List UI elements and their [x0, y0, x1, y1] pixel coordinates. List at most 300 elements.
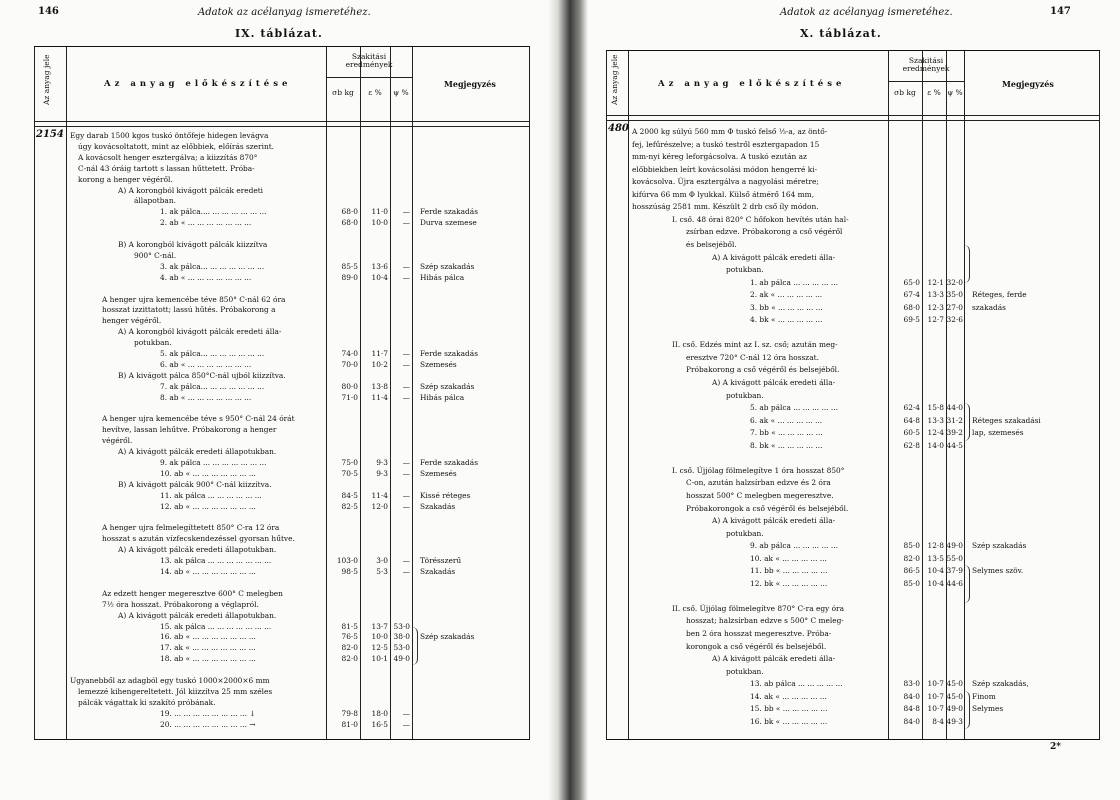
- table-row: [606, 616, 1100, 626]
- table-row: [606, 365, 1100, 375]
- table-row: [606, 478, 1100, 488]
- table-row: [606, 353, 1100, 363]
- header-jele: Az anyag jele: [610, 54, 619, 105]
- psi-value: —: [402, 207, 410, 217]
- table-row: [606, 315, 1100, 325]
- table-row: [34, 534, 530, 544]
- sigma-value: 65·0: [903, 277, 920, 287]
- row-text: 1. ab pálca ... ... ... ... ...: [750, 277, 838, 287]
- remark-text: Réteges szakadási: [972, 415, 1041, 425]
- page-number: 147: [1050, 6, 1071, 17]
- epsilon-value: 10·0: [371, 632, 388, 642]
- epsilon-value: 12·3: [927, 302, 944, 312]
- row-text: 15. ak pálca ... ... ... ... ... ... ...: [160, 621, 272, 631]
- brace: [964, 565, 970, 603]
- table-row: [34, 720, 530, 730]
- table-row: [34, 349, 530, 359]
- sigma-value: 69·5: [903, 315, 920, 325]
- brace: [964, 691, 970, 729]
- row-text: A kovácsolt henger esztergálva; a kiizzítás 870°: [78, 152, 258, 162]
- row-text: 3. bb « ... ... ... ... ...: [750, 302, 823, 312]
- row-text: A 2000 kg súlyú 560 mm Φ tuskó felső ⅓-a, az öntő-: [632, 127, 828, 136]
- table-row: [606, 253, 1100, 263]
- row-text: 13. ak pálca ... ... ... ... ... ... ...: [160, 556, 272, 566]
- row-text: 13. ab pálca ... ... ... ... ...: [750, 679, 843, 689]
- table-row: [34, 360, 530, 370]
- epsilon-value: 9·3: [376, 468, 388, 478]
- table-row: [34, 393, 530, 403]
- table-row: [34, 295, 530, 305]
- psi-value: 49·0: [393, 654, 410, 664]
- row-text: eresztve 720° C-nál 12 óra hosszat.: [686, 352, 819, 362]
- sigma-value: 82·0: [341, 654, 358, 664]
- row-text: korongok a cső végéről és belsejéből.: [686, 641, 827, 651]
- row-text: II. cső. Újjólag fölmelegítve 870° C-ra egy óra: [672, 603, 844, 613]
- row-text: A) A kivágott pálcák eredeti álla-: [712, 516, 836, 526]
- row-text: úgy kovácsoltatott, mint az előbbiek, előírás szerint.: [78, 141, 275, 151]
- row-text: A henger ujra kemencébe téve s 950° C-nál 24 órát: [102, 414, 295, 424]
- header-epsilon: ε %: [927, 88, 941, 97]
- row-text: potukban.: [726, 528, 764, 538]
- epsilon-value: 13·8: [371, 381, 388, 391]
- epsilon-value: 9·3: [376, 458, 388, 467]
- row-text: 7. ak pálca... ... ... ... ... ... ...: [160, 381, 265, 391]
- table-row: [34, 251, 530, 261]
- row-text: B) A kivágott pálcák 900° C-nál kiizzítva.: [118, 479, 272, 489]
- row-text: A) A korongból kivágott pálcák eredeti álla-: [118, 327, 282, 337]
- table-row: [606, 453, 1100, 463]
- row-text: végéről.: [102, 436, 133, 446]
- remark-text: Szemesés: [420, 359, 457, 369]
- row-text: A) A korongból kivágott pálcák eredeti: [118, 185, 264, 195]
- row-text: henger végéről.: [102, 316, 162, 326]
- table-row: [34, 338, 530, 348]
- row-text: hosszat s azután vízfecskendezéssel gyorsan hűtve.: [102, 534, 295, 544]
- table-row: [34, 273, 530, 283]
- psi-value: 49·0: [946, 704, 963, 714]
- table-row: [606, 265, 1100, 275]
- row-text: A) A kivágott pálcák eredeti álla-: [712, 378, 836, 387]
- epsilon-value: 16·5: [371, 719, 388, 729]
- table-row: [606, 391, 1100, 401]
- header-sigma: σb kg: [332, 88, 354, 97]
- row-text: 10. ak « ... ... ... ... ...: [750, 553, 827, 563]
- epsilon-value: 11·4: [371, 392, 388, 402]
- row-text: 15. bb « ... ... ... ... ...: [750, 704, 828, 714]
- row-text: A) A kivágott pálcák eredeti állapotukban.: [118, 447, 277, 457]
- epsilon-value: 10·4: [927, 578, 944, 588]
- table-row: [34, 414, 530, 424]
- remark-text: Selymes szöv.: [972, 566, 1024, 576]
- table-row: [606, 566, 1100, 576]
- row-text: Próbakorongok a cső végéről és belsejéből.: [686, 503, 849, 513]
- header-prep: Az anyag előkészítése: [658, 79, 846, 89]
- remark-text: Hibás pálca: [420, 392, 465, 402]
- psi-value: 55·0: [946, 553, 963, 563]
- table-row: [34, 687, 530, 697]
- remark-text: Szép szakadás,: [972, 679, 1029, 689]
- psi-value: 45·0: [946, 679, 963, 689]
- table-row: [606, 416, 1100, 426]
- table-row: [606, 642, 1100, 652]
- epsilon-value: 12·5: [371, 643, 388, 653]
- row-text: C-on, azután halzsírban edzve és 2 óra: [686, 478, 831, 488]
- row-text: potukban.: [726, 265, 764, 275]
- epsilon-value: 13·3: [927, 415, 944, 425]
- row-text: 16. bk « ... ... ... ... ...: [750, 716, 828, 726]
- table-row: [34, 164, 530, 174]
- epsilon-value: 10·2: [371, 359, 388, 369]
- table-row: [606, 378, 1100, 388]
- header-psi: ψ %: [393, 88, 409, 97]
- row-text: 900° C-nál.: [134, 250, 177, 260]
- sigma-value: 81·5: [341, 621, 358, 631]
- sigma-value: 85·0: [903, 578, 920, 588]
- row-text: zsírban edzve. Próbakorong a cső végéről: [686, 227, 843, 237]
- table-row: [606, 215, 1100, 225]
- table-row: [606, 667, 1100, 677]
- row-text: pálcák vágattak ki szakító próbának.: [78, 697, 216, 707]
- row-text: 5. ab pálca ... ... ... ... ...: [750, 403, 838, 413]
- row-text: 14. ak « ... ... ... ... ...: [750, 691, 827, 701]
- psi-value: 35·0: [946, 290, 963, 300]
- row-text: 12. bk « ... ... ... ... ...: [750, 578, 828, 588]
- table-row: [34, 458, 530, 468]
- epsilon-value: 12·1: [927, 277, 944, 287]
- remark-text: Ferde szakadás: [420, 458, 478, 467]
- row-text: 18. ab « ... ... ... ... ... ... ...: [160, 654, 256, 664]
- sigma-value: 82·0: [341, 643, 358, 653]
- table-row: [34, 196, 530, 206]
- sigma-value: 64·8: [903, 415, 920, 425]
- psi-value: —: [402, 556, 410, 566]
- table-row: [34, 611, 530, 621]
- remark-text: Szép szakadás: [420, 261, 475, 271]
- sigma-value: 81·0: [341, 719, 358, 729]
- row-text: A) A kivágott pálcák eredeti állapotukban.: [118, 610, 277, 620]
- epsilon-value: 13·5: [927, 553, 944, 563]
- epsilon-value: 10·1: [371, 654, 388, 664]
- table-row: [34, 513, 530, 523]
- table-row: [34, 676, 530, 686]
- header-szakitasi: Szakitási eredmények: [345, 52, 393, 70]
- table-row: [34, 578, 530, 588]
- epsilon-value: 10·0: [371, 218, 388, 228]
- epsilon-value: 13·3: [927, 290, 944, 300]
- psi-value: —: [402, 272, 410, 282]
- row-text: I. cső. Újjólag fölmelegítve 1 óra hosszat 850°: [672, 465, 845, 475]
- epsilon-value: 5·3: [376, 567, 388, 576]
- row-text: A henger ujra kemencébe téve 850° C-nál 62 óra: [102, 294, 286, 304]
- table-row: [606, 127, 1100, 137]
- header-epsilon: ε %: [368, 88, 382, 97]
- epsilon-value: 11·7: [371, 349, 388, 358]
- right-page: [588, 0, 1120, 800]
- table-row: [34, 207, 530, 217]
- psi-value: 45·0: [946, 691, 963, 701]
- row-text: potukban.: [726, 390, 764, 400]
- table-row: [606, 190, 1100, 200]
- psi-value: —: [402, 381, 410, 391]
- book-gutter: [548, 0, 588, 800]
- row-text: 11. bb « ... ... ... ... ...: [750, 566, 828, 576]
- epsilon-value: 8·4: [932, 716, 944, 726]
- epsilon-value: 12·7: [927, 315, 944, 325]
- table-row: [34, 327, 530, 337]
- row-text: 10. ab « ... ... ... ... ... ... ...: [160, 468, 256, 478]
- epsilon-value: 13·7: [371, 621, 388, 631]
- table-row: [606, 679, 1100, 689]
- row-text: A) A kivágott pálcák eredeti álla-: [712, 654, 836, 664]
- psi-value: 37·9: [946, 566, 963, 576]
- row-text: 8. bk « ... ... ... ... ...: [750, 440, 823, 450]
- remark-text: Réteges, ferde: [972, 290, 1027, 300]
- row-text: kovácsolva. Újra esztergálva a nagyolási méretre;: [632, 177, 819, 187]
- table-row: [34, 382, 530, 392]
- epsilon-value: 13·6: [371, 261, 388, 271]
- table-row: [606, 579, 1100, 589]
- row-text: korong a henger végéről.: [78, 174, 173, 184]
- row-text: A) A kivágott pálcák eredeti állapotukban.: [118, 545, 277, 555]
- psi-value: —: [402, 708, 410, 718]
- remark-text: Szép szakadás: [972, 541, 1027, 551]
- sigma-value: 68·0: [341, 207, 358, 217]
- row-text: B) A korongból kivágott pálcák kiizzítva: [118, 240, 268, 249]
- table-row: [34, 447, 530, 457]
- row-text: 5. ak pálca... ... ... ... ... ... ...: [160, 349, 265, 358]
- brace: [412, 627, 418, 665]
- table-row: [606, 328, 1100, 338]
- table-row: [606, 704, 1100, 714]
- table-row: [606, 466, 1100, 476]
- table-row: [34, 425, 530, 435]
- table-row: [606, 278, 1100, 288]
- row-text: B) A kivágott pálca 850°C-nál ujból kiizzítva.: [118, 370, 286, 380]
- epsilon-value: 10·7: [927, 691, 944, 701]
- sigma-value: 76·5: [341, 632, 358, 642]
- psi-value: 38·0: [393, 632, 410, 642]
- table-row: [34, 186, 530, 196]
- psi-value: —: [402, 719, 410, 729]
- header-megjegyzes: Megjegyzés: [1002, 79, 1054, 89]
- table-row: [606, 240, 1100, 250]
- epsilon-value: 12·0: [371, 501, 388, 511]
- sigma-value: 83·0: [903, 679, 920, 689]
- row-text: lemezzé kihengereltetett. Jól kiizzítva 25 mm széles: [78, 686, 273, 696]
- row-text: kifúrva 66 mm Φ lyukkal. Külső átmérő 164 mm,: [632, 189, 815, 199]
- table-row: [606, 202, 1100, 212]
- table-row: [606, 303, 1100, 313]
- psi-value: 53·0: [393, 621, 410, 631]
- sigma-value: 70·5: [341, 468, 358, 478]
- sigma-value: 103·0: [336, 556, 358, 566]
- data-table: [34, 46, 530, 740]
- table-title: IX. táblázat.: [235, 27, 323, 40]
- remark-text: szakadás: [972, 302, 1006, 312]
- psi-value: —: [402, 359, 410, 369]
- header-szakitasi: Szakitási eredmények: [902, 56, 950, 74]
- header-prep: Az anyag előkészítése: [104, 79, 292, 89]
- table-row: [34, 284, 530, 294]
- header-sigma: σb kg: [894, 88, 916, 97]
- running-head: Adatok az acélanyag ismeretéhez.: [780, 7, 953, 18]
- header-jele: Az anyag jele: [42, 54, 51, 105]
- table-row: [606, 541, 1100, 551]
- table-row: [606, 340, 1100, 350]
- sigma-value: 71·0: [341, 392, 358, 402]
- remark-text: Ferde szakadás: [420, 349, 478, 358]
- row-text: I. cső. 48 órai 820° C hőfokon hevítés után hal-: [672, 214, 849, 224]
- row-text: 8. ab « ... ... ... ... ... ... ...: [160, 392, 252, 402]
- remark-text: Töréss​zerű: [420, 556, 462, 566]
- row-text: ben 2 óra hosszat megeresztve. Próba-: [686, 629, 832, 638]
- row-text: 20. ... ... ... ... ... ... ... ... →: [160, 719, 256, 729]
- epsilon-value: 10·7: [927, 679, 944, 689]
- psi-value: 39·2: [946, 428, 963, 438]
- psi-value: 32·0: [946, 277, 963, 287]
- sigma-value: 62·4: [903, 403, 920, 413]
- psi-value: —: [402, 218, 410, 228]
- remark-text: Kissé réteges: [420, 490, 471, 500]
- remark-text: Szép szakadás: [420, 381, 475, 391]
- psi-value: —: [402, 567, 410, 576]
- table-row: [34, 632, 530, 642]
- data-table: [606, 50, 1100, 740]
- psi-value: —: [402, 490, 410, 500]
- sigma-value: 75·0: [341, 458, 358, 467]
- psi-value: 49·3: [946, 716, 963, 726]
- table-row: [34, 665, 530, 675]
- row-text: fej, lefűrészelve; a tuskó testről esztergapadon 15: [632, 139, 820, 149]
- table-row: [606, 591, 1100, 601]
- row-text: 19. ... ... ... ... ... ... ... ... ↓: [160, 708, 256, 718]
- psi-value: —: [402, 261, 410, 271]
- material-id: 480: [608, 123, 629, 134]
- table-row: [34, 502, 530, 512]
- table-row: [34, 131, 530, 141]
- epsilon-value: 11·0: [371, 207, 388, 217]
- psi-value: —: [402, 392, 410, 402]
- brace: [964, 403, 970, 441]
- sigma-value: 82·5: [341, 501, 358, 511]
- psi-value: 27·0: [946, 302, 963, 312]
- sigma-value: 89·0: [341, 272, 358, 282]
- epsilon-value: 14·0: [927, 440, 944, 450]
- table-row: [34, 622, 530, 632]
- material-id: 2154: [36, 129, 64, 140]
- table-row: [606, 717, 1100, 727]
- left-page: [0, 0, 548, 800]
- row-text: potukban.: [134, 338, 172, 348]
- sigma-value: 68·0: [903, 302, 920, 312]
- running-head: Adatok az acélanyag ismeretéhez.: [198, 7, 371, 18]
- row-text: 4. ab « ... ... ... ... ... ... ...: [160, 272, 252, 282]
- row-text: és belsejéből.: [686, 239, 737, 249]
- epsilon-value: 12·8: [927, 541, 944, 551]
- table-row: [34, 305, 530, 315]
- remark-text: Szakadás: [420, 501, 456, 511]
- table-row: [34, 567, 530, 577]
- sigma-value: 70·0: [341, 359, 358, 369]
- table-row: [606, 165, 1100, 175]
- table-row: [34, 153, 530, 163]
- table-row: [606, 227, 1100, 237]
- table-row: [34, 698, 530, 708]
- table-row: [606, 403, 1100, 413]
- row-text: A henger ujra felmelegíttetett 850° C-ra 12 óra: [102, 523, 280, 533]
- row-text: hosszat; halzsírban edzve s 500° C meleg-: [686, 616, 844, 626]
- remark-text: Finom: [972, 691, 996, 701]
- table-row: [34, 316, 530, 326]
- row-text: hosszat izzittatott; lassú hűtés. Próbakorong a: [102, 305, 276, 315]
- table-row: [34, 436, 530, 446]
- table-row: [606, 516, 1100, 526]
- table-row: [34, 240, 530, 250]
- table-row: [34, 480, 530, 490]
- row-text: C-nál 43 óráig tartott s lassan hűttetett. Próba-: [78, 163, 255, 173]
- table-row: [34, 142, 530, 152]
- table-row: [34, 229, 530, 239]
- row-text: 16. ab « ... ... ... ... ... ... ...: [160, 632, 256, 642]
- sigma-value: 68·0: [341, 218, 358, 228]
- psi-value: 53·0: [393, 643, 410, 653]
- table-row: [606, 491, 1100, 501]
- row-text: 17. ak « ... ... ... ... ... ... ...: [160, 643, 256, 653]
- row-text: hevítve, lassan lehűtve. Próbakorong a henger: [102, 425, 277, 435]
- row-text: 6. ab « ... ... ... ... ... ... ...: [160, 359, 252, 369]
- brace: [964, 245, 970, 283]
- psi-value: 32·6: [946, 315, 963, 325]
- row-text: Próbakorong a cső végéről és belsejéből.: [686, 365, 840, 375]
- sigma-value: 84·0: [903, 691, 920, 701]
- table-row: [606, 692, 1100, 702]
- epsilon-value: 11·4: [371, 490, 388, 500]
- table-row: [34, 469, 530, 479]
- table-row: [34, 491, 530, 501]
- remark-text: Hibás pálca: [420, 272, 465, 282]
- sigma-value: 84·0: [903, 716, 920, 726]
- table-row: [34, 523, 530, 533]
- table-row: [606, 629, 1100, 639]
- row-text: 4. bk « ... ... ... ... ...: [750, 315, 823, 325]
- table-row: [606, 140, 1100, 150]
- table-row: [606, 177, 1100, 187]
- row-text: mm-nyi kéreg leforgácsolva. A tuskó ezután az: [632, 152, 807, 162]
- sigma-value: 67·4: [903, 290, 920, 300]
- row-text: 2. ak « ... ... ... ... ...: [750, 290, 823, 300]
- psi-value: 44·5: [946, 440, 963, 450]
- table-row: [606, 529, 1100, 539]
- epsilon-value: 10·7: [927, 704, 944, 714]
- psi-value: —: [402, 468, 410, 478]
- row-text: 1. ak pálca.... ... ... ... ... ... ...: [160, 207, 267, 217]
- epsilon-value: 10·4: [371, 272, 388, 282]
- sigma-value: 85·0: [903, 541, 920, 551]
- epsilon-value: 3·0: [376, 556, 388, 566]
- table-row: [606, 152, 1100, 162]
- table-row: [606, 290, 1100, 300]
- remark-text: lap, szemesés: [972, 428, 1024, 438]
- table-row: [606, 654, 1100, 664]
- table-row: [34, 654, 530, 664]
- header-megjegyzes: Megjegyzés: [444, 79, 496, 89]
- psi-value: 44·6: [946, 578, 963, 588]
- remark-text: Szakadás: [420, 567, 456, 576]
- epsilon-value: 10·4: [927, 566, 944, 576]
- sigma-value: 80·0: [341, 381, 358, 391]
- table-row: [34, 600, 530, 610]
- row-text: II. cső. Edzés mint az I. sz. cső; azután meg-: [672, 340, 838, 350]
